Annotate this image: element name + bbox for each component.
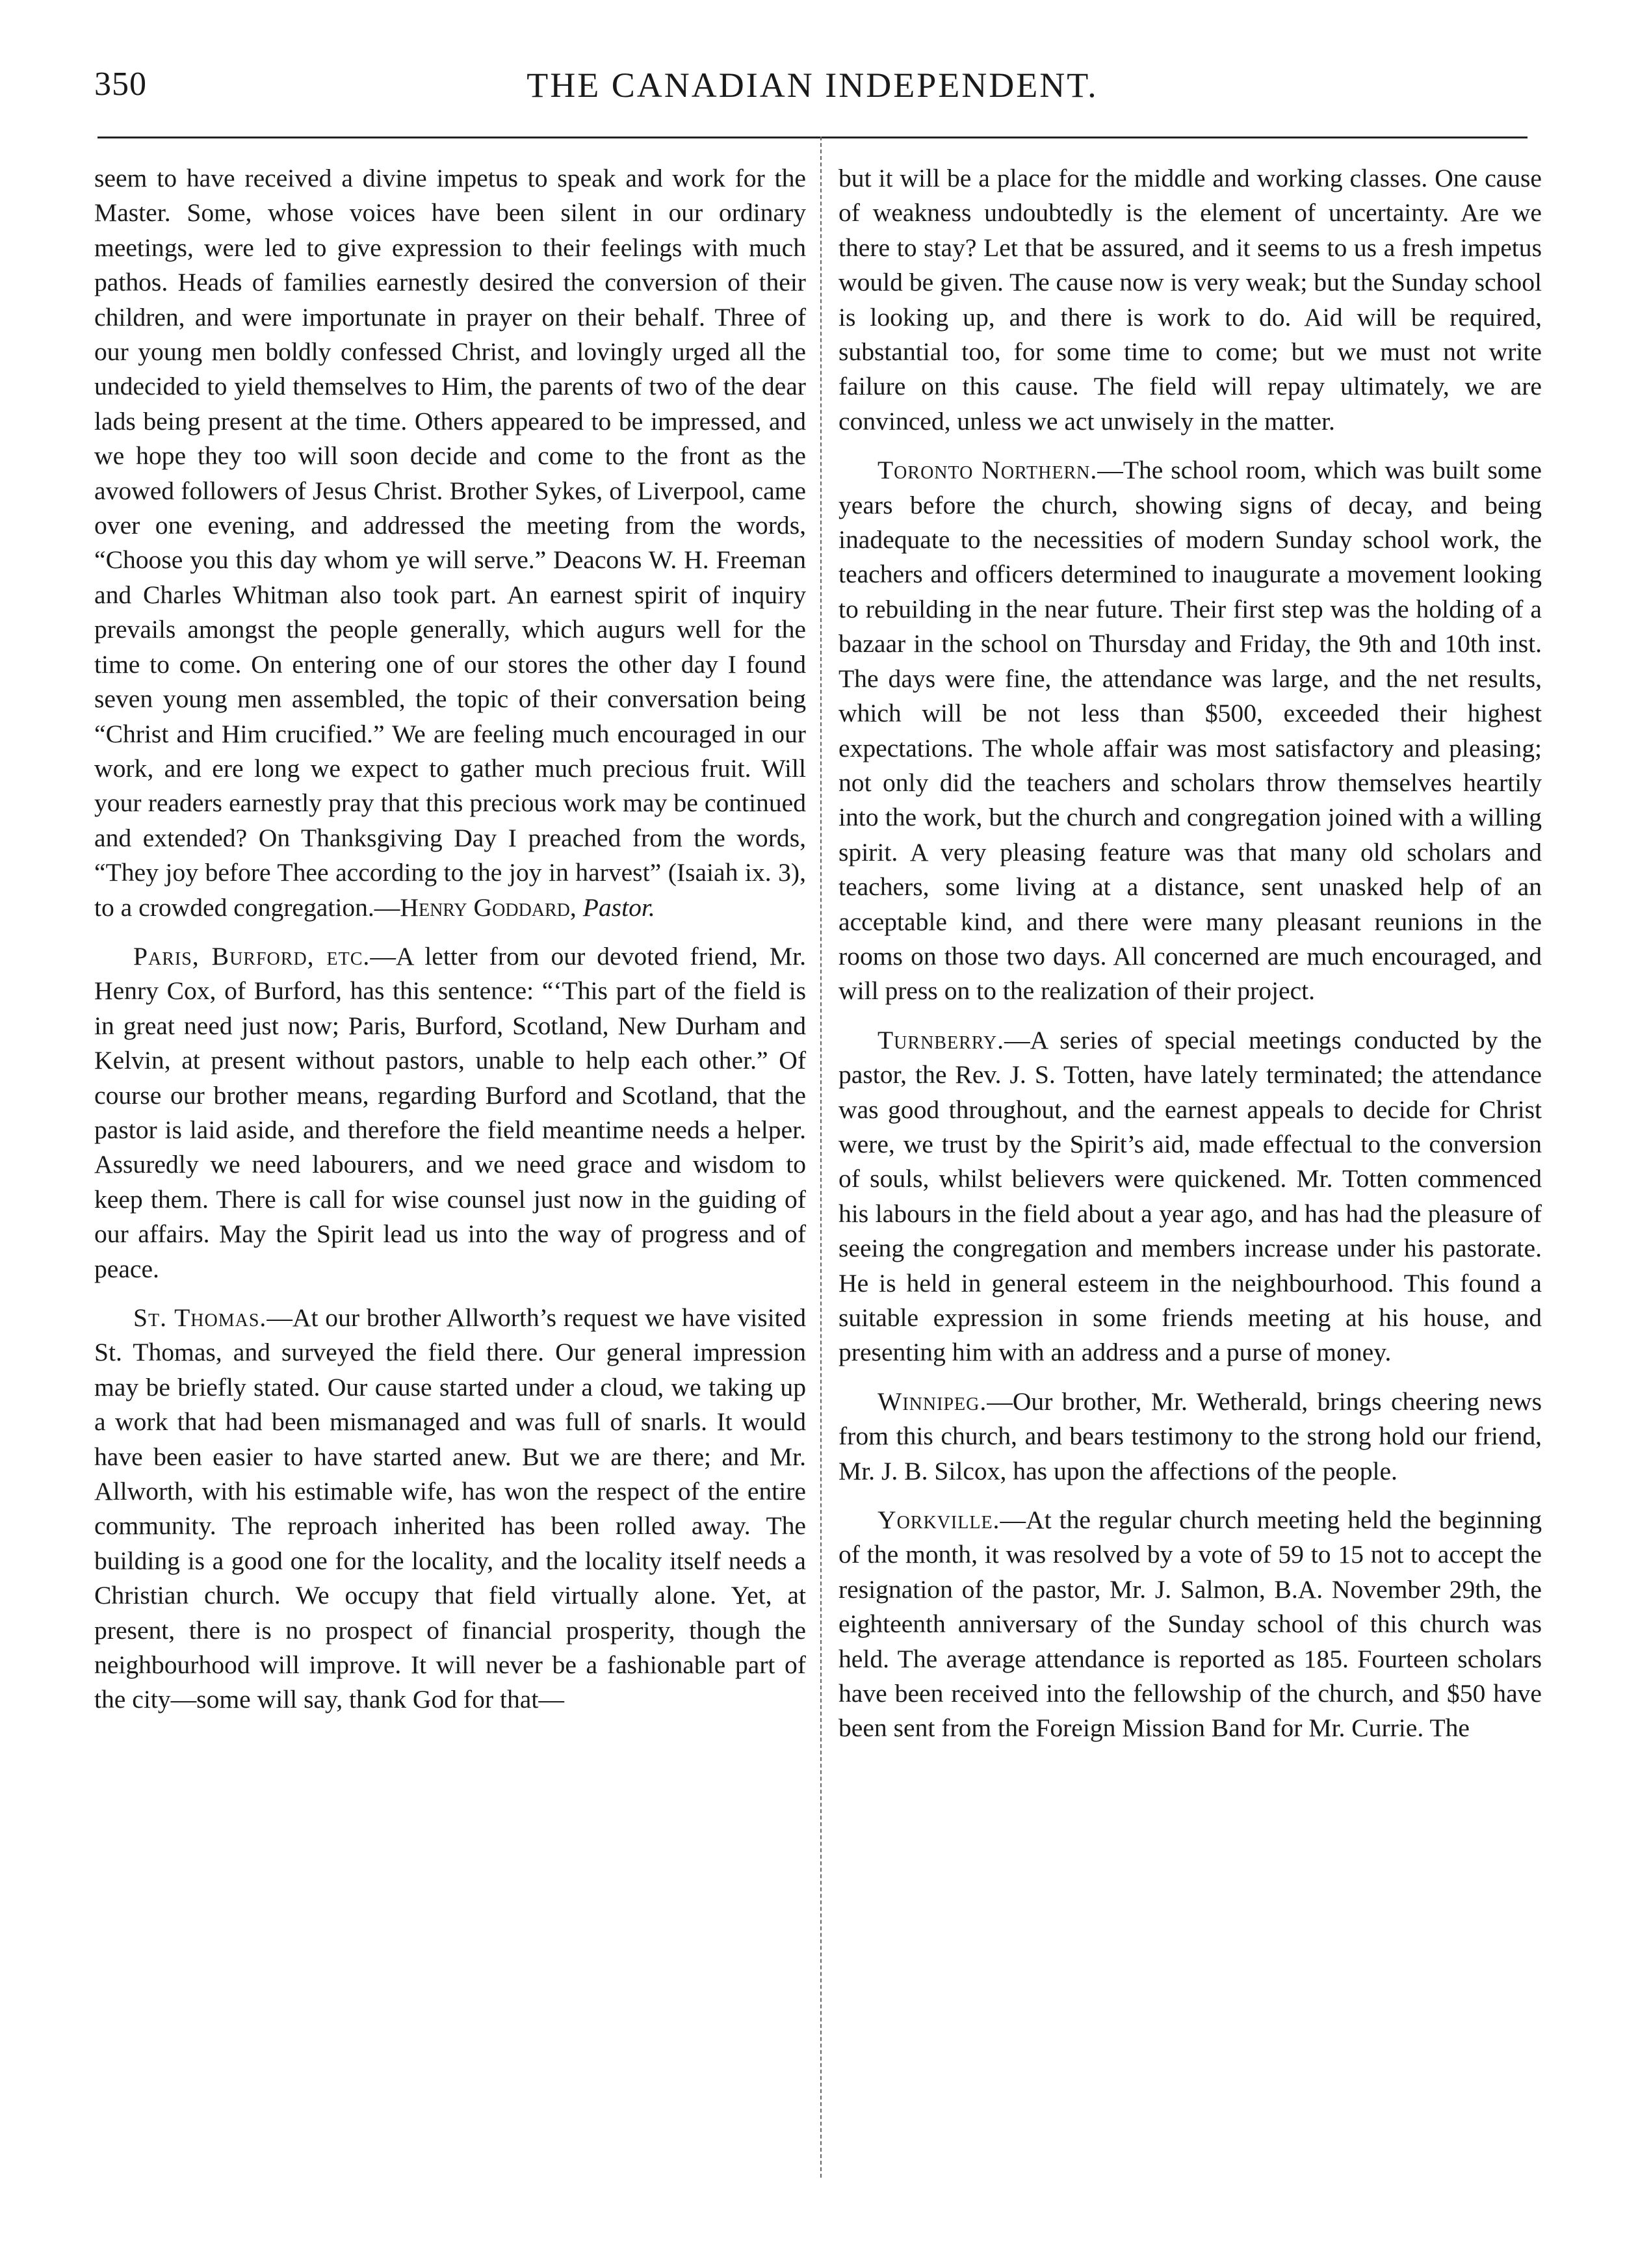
- header-rule: [98, 137, 1528, 138]
- publication-title: THE CANADIAN INDEPENDENT.: [526, 66, 1098, 105]
- article-paragraph: [94, 1301, 806, 1717]
- section-heading: Toronto Northern.: [878, 456, 1098, 485]
- paragraph-text: seem to have received a divine impetus to speak and work for the Master. Some, whose voices have been silent in our ordinary meetings, were led to give expression to their feelings with much pathos. Heads of families earnestly desired the conversion of their children, and were importunate in prayer on their behalf. Three of our young men boldly confessed Christ, and lovingly urged all the undecided to yield themselves to Him, the parents of two of the dear lads being present at the time. Others appeared to be impressed, and we hope they too will soon decide and come to the front as the avowed followers of Jesus Christ. Brother Sykes, of Liverpool, came over one evening, and addressed the meeting from the words, “Choose you this day whom ye will serve.” Deacons W. H. Freeman and Charles Whitman also took part. An earnest spirit of inquiry prevails amongst the people generally, which augurs well for the time to come. On entering one of our stores the other day I found seven young men assembled, the topic of their conversation being “Christ and Him crucified.” We are feeling much encouraged in our work, and ere long we expect to gather much precious fruit. Will your readers earnestly pray that this precious work may be continued and extended? On Thanksgiving Day I preached from the words, “They joy before Thee according to the joy in harvest” (Isaiah ix. 3), to a crowded congregation.—: [94, 164, 806, 922]
- section-heading: Winnipeg.: [878, 1387, 987, 1416]
- paragraph-text: —A letter from our devoted friend, Mr. Henry Cox, of Burford, has this sentence: “‘This part of the field is in great need just now; Paris, Burford, Scotland, New Durham and Kelvin, at present without pastors, unable to help each other.” Of course our brother means, regarding Burford and Scotland, that the pastor is laid aside, and therefore the field meantime needs a helper. Assuredly we need labourers, and we need grace and wisdom to keep them. There is call for wise counsel just now in the guiding of our affairs. May the Spirit lead us into the way of progress and of peace.: [94, 941, 806, 1283]
- article-paragraph: [838, 1023, 1542, 1370]
- article-paragraph: [838, 1503, 1542, 1746]
- page-number: 350: [94, 66, 147, 103]
- right-column: [838, 161, 1542, 1760]
- paragraph-text: but it will be a place for the middle and working classes. One cause of weakness undoubtedly is the element of uncertainty. Are we there to stay? Let that be assured, and it seems to us a fresh impetus would be given. The cause now is very weak; but the Sunday school is looking up, and there is work to do. Aid will be required, substantial too, for some time to come; but we must not write failure on this cause. The field will repay ultimately, we are convinced, unless we act unwisely in the matter.: [838, 164, 1542, 436]
- paragraph-text: —Our brother, Mr. Wetherald, brings cheering news from this church, and bears testimony to the strong hold our friend, Mr. J. B. Silcox, has upon the affections of the people.: [838, 1387, 1542, 1485]
- article-paragraph: [838, 161, 1542, 439]
- left-column: [94, 161, 806, 1732]
- paragraph-text: —At our brother Allworth’s request we have visited St. Thomas, and surveyed the field there. Our general impression may be briefly stated. Our cause started under a cloud, we taking up a work that had been mismanaged and was full of snarls. It would have been easier to have started anew. But we are there; and Mr. Allworth, with his estimable wife, has won the respect of the entire community. The reproach inherited has been rolled away. The building is a good one for the locality, and the locality itself needs a Christian church. We occupy that field virtually alone. Yet, at present, there is no prospect of financial prosperity, though the neighbourhood will improve. It will never be a fashionable part of the city—some will say, thank God for that—: [94, 1303, 806, 1714]
- section-heading: Turnberry.: [878, 1025, 1004, 1054]
- paragraph-text: —A series of special meetings conducted by the pastor, the Rev. J. S. Totten, have lately terminated; the attendance was good throughout, and the earnest appeals to decide for Christ were, we trust by the Spirit’s aid, made effectual to the conversion of souls, whilst believers were quickened. Mr. Totten commenced his labours in the field about a year ago, and has had the pleasure of seeing the congregation and members increase under his pastorate. He is held in general esteem in the neighbourhood. This found a suitable expression in some friends meeting at his house, and presenting him with an address and a purse of money.: [838, 1025, 1542, 1367]
- section-heading: St. Thomas.: [133, 1303, 267, 1332]
- section-heading: Paris, Burford, etc.: [133, 941, 370, 971]
- paragraph-text: —The school room, which was built some years before the church, showing signs of decay, and being inadequate to the necessities of modern Sunday school work, the teachers and officers determined to inaugurate a movement looking to rebuilding in the near future. Their first step was the holding of a bazaar in the school on Thursday and Friday, the 9th and 10th inst. The days were fine, the attendance was large, and the net results, which will be not less than $500, exceeded their highest expectations. The whole affair was most satisfactory and pleasing; not only did the teachers and scholars throw themselves heartily into the work, but the church and congregation joined with a willing spirit. A very pleasing feature was that many old scholars and teachers, some living at a distance, sent unasked help of an acceptable kind, and there were many pleasant reunions in the rooms on those two days. All concerned are much encouraged, and will press on to the realization of their project.: [838, 456, 1542, 1006]
- signature-role: Pastor.: [582, 893, 655, 922]
- signature-name: Henry Goddard,: [400, 893, 577, 922]
- article-paragraph: [838, 1385, 1542, 1489]
- article-paragraph: [94, 939, 806, 1286]
- article-paragraph: [94, 161, 806, 925]
- section-heading: Yorkville.: [878, 1505, 1000, 1535]
- column-divider: [820, 137, 822, 2178]
- article-paragraph: [838, 453, 1542, 1009]
- paragraph-text: —At the regular church meeting held the beginning of the month, it was resolved by a vote of 59 to 15 not to accept the resignation of the pastor, Mr. J. Salmon, B.A. November 29th, the eighteenth anniversary of the Sunday school of this church was held. The average attendance is reported as 185. Fourteen scholars have been received into the fellowship of the church, and $50 have been sent from the Foreign Mission Band for Mr. Currie. The: [838, 1505, 1542, 1743]
